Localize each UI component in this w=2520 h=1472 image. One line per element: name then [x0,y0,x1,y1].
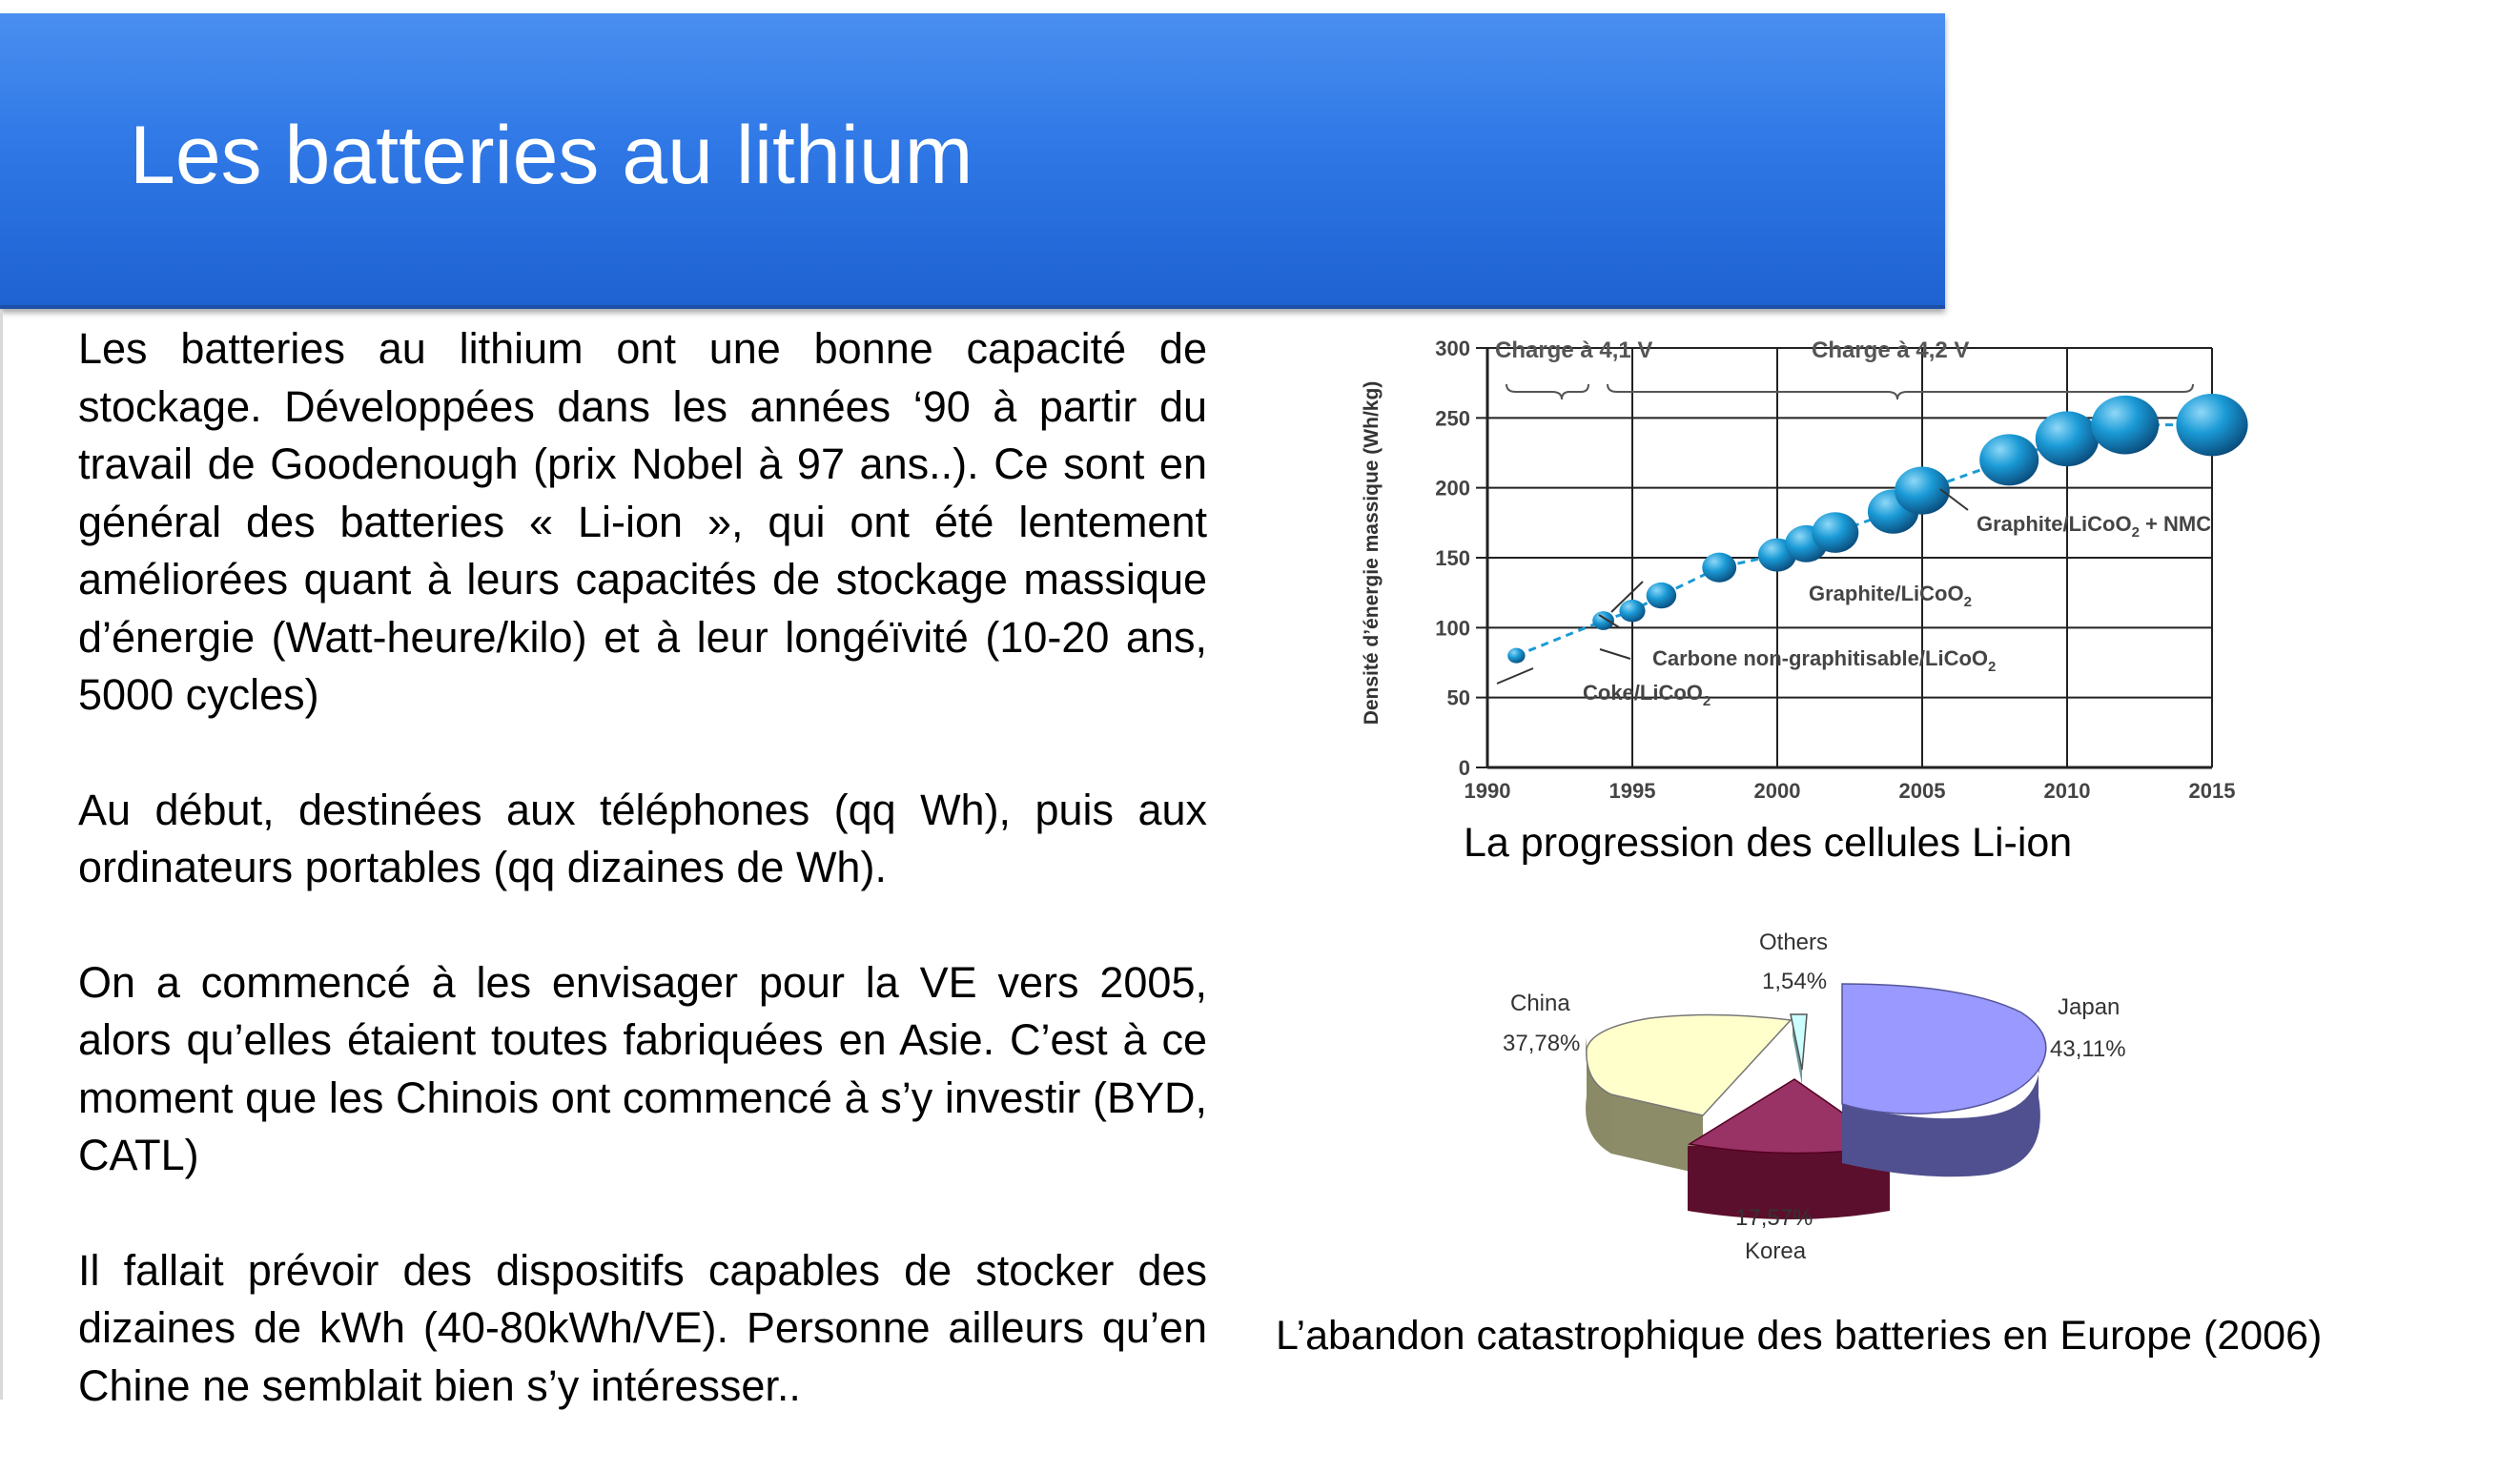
data-point [2091,396,2159,455]
x-tick-label: 2000 [1753,779,1801,803]
data-point [1702,553,1736,583]
pie-label-japan: Japan [2058,994,2120,1020]
x-tick-label: 2015 [2188,779,2236,803]
pie-slice-japan-top [1842,984,2046,1114]
bracket-42 [1608,384,2193,399]
data-point [2036,411,2099,466]
pie-value-others: 1,54% [1762,969,1828,994]
x-tick-label: 1995 [1608,779,1656,803]
pie-label-others: Others [1759,930,1829,955]
y-tick-label: 50 [1446,685,1470,710]
trend-line [1516,425,2212,656]
data-point [1507,648,1525,664]
pie-value-china: 37,78% [1503,1031,1581,1056]
y-tick-label: 0 [1458,756,1470,780]
data-point [1619,600,1645,623]
pie-value-korea: 17,57% [1735,1205,1813,1231]
energy-density-chart [1344,329,2317,815]
x-tick-label: 2010 [2043,779,2091,803]
label-graphite: Graphite/LiCoO$_2$ [1809,582,1972,610]
paragraph-ev: On a commencé à les envisager pour la VE vers 2005, alors qu’elles étaient toutes fabriquées en Asie. C’est à ce moment que les Chinois ont commencé à s’y investir (BYD, CATL) [78,957,1207,1179]
data-point [1812,512,1858,553]
pie-label-china: China [1510,991,1570,1016]
paragraph-capacity: Il fallait prévoir des dispositifs capables de stocker des dizaines de kWh (40-80kWh/VE). Personne ailleurs qu’en Chine ne semblait bien s’y intéresser.. [78,1245,1207,1410]
y-tick-label: 250 [1435,406,1470,431]
label-charge-42: Charge à 4,2 V [1812,337,1970,363]
data-point [2176,394,2247,456]
battery-production-pie-chart [1468,925,2174,1268]
slide-left-border [0,311,3,1400]
x-tick-label: 1990 [1464,779,1511,803]
y-tick-label: 100 [1435,616,1470,641]
pie-label-korea: Korea [1745,1238,1807,1264]
arrow-coke [1497,668,1533,684]
slide-title: Les batteries au lithium [130,110,973,201]
y-tick-label: 300 [1435,337,1470,360]
data-point [1979,434,2039,485]
caption-line-chart: La progression des cellules Li-ion [1464,820,2073,866]
paragraph-intro: Les batteries au lithium ont une bonne capacité de stockage. Développées dans les années ‘90 à partir du travail de Goodenough (prix Nobel à 97 ans..). Ce sont en général des batteries « Li-ion », qui ont été lentement améliorées quant à leurs capacités de stockage massique d’énergie (Watt-heure/kilo) et à leur longéïvité (10-20 ans, 5000 cycles) [78,324,1207,719]
slide-body [78,320,1207,1472]
data-point [1592,611,1614,630]
label-carbone: Carbone non-graphitisable/LiCoO$_2$ [1652,646,1997,675]
y-tick-label: 200 [1435,476,1470,501]
y-tick-label: 150 [1435,546,1470,570]
arrow-carbone [1600,649,1630,659]
bracket-41 [1506,384,1588,399]
pie-value-japan: 43,11% [2050,1036,2126,1062]
caption-pie-chart: L’abandon catastrophique des batteries en Europe (2006) [1276,1313,2323,1359]
chart-ylabel: Densité d’énergie massique (Wh/kg) [1361,380,1383,726]
paragraph-early-use: Au début, destinées aux téléphones (qq Wh), puis aux ordinateurs portables (qq dizaines de Wh). [78,785,1207,891]
label-charge-41: Charge à 4,1 V [1495,337,1653,363]
data-point [1647,583,1677,608]
label-graphite-nmc: Graphite/LiCoO$_2$ + NMC [1977,512,2212,541]
x-tick-label: 2005 [1898,779,1946,803]
label-coke: Coke/LiCoO$_2$ [1583,681,1711,709]
